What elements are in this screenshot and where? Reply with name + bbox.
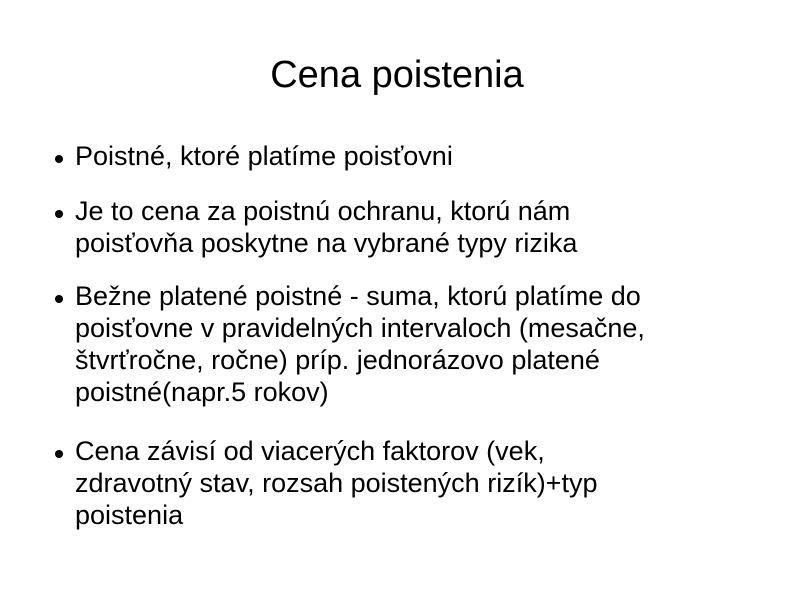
bullet-text: Je to cena za poistnú ochranu, ktorú nám poisťovňa poskytne na vybrané typy rizika	[75, 196, 578, 258]
bullet-icon	[55, 295, 63, 303]
bullet-icon	[55, 210, 63, 218]
bullet-text: Cena závisí od viacerých faktorov (vek, zdravotný stav, rozsah poistených rizík)+typ poistenia	[75, 436, 598, 530]
bullet-text: Bežne platené poistné - suma, ktorú platíme do poisťovne v pravidelných intervaloch (mesačne, štvrťročne, ročne) príp. jednorázovo platené poistné(napr.5 rokov)	[75, 281, 645, 407]
bullet-text: Poistné, ktoré platíme poisťovni	[75, 141, 453, 171]
bullet-icon	[55, 450, 63, 458]
slide-title: Cena poistenia	[270, 54, 524, 96]
bullet-icon	[55, 155, 63, 163]
